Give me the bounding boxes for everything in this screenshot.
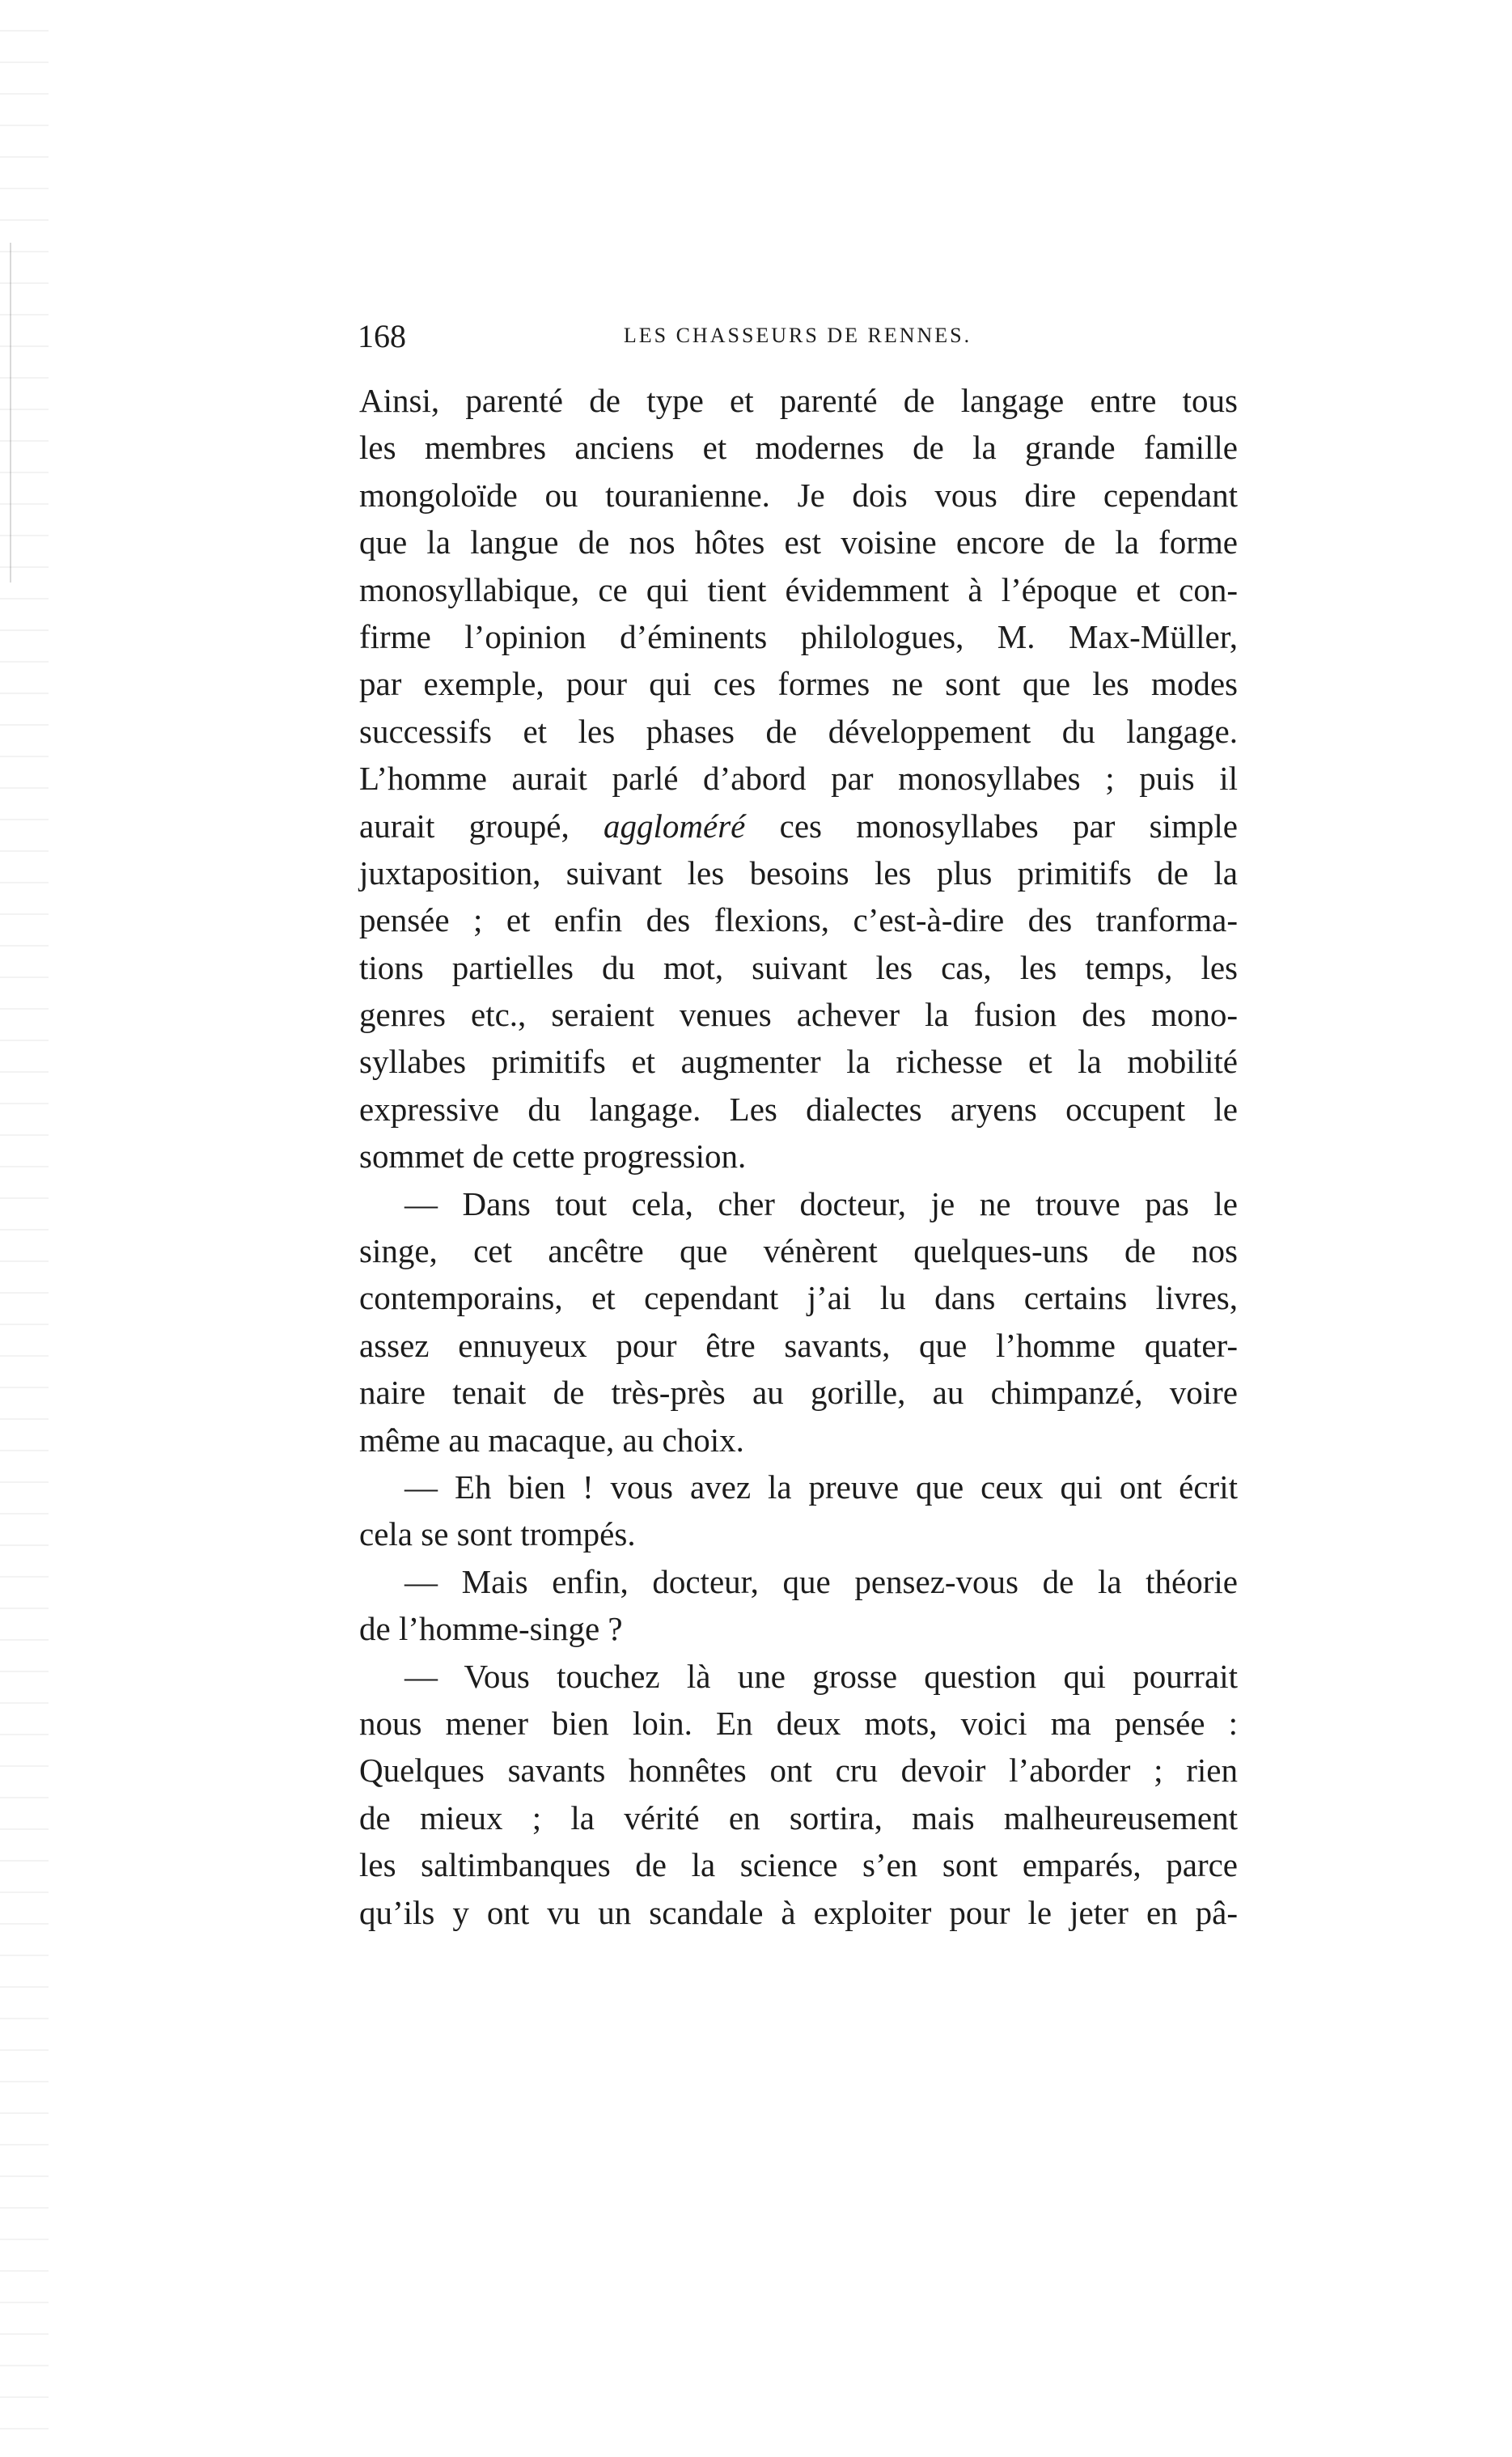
text-line: les saltimbanques de la science s’en sont emparés, parce	[359, 1846, 1238, 1884]
page-number: 168	[358, 318, 406, 354]
text-line: Quelques savants honnêtes ont cru devoir l’aborder ; rien	[359, 1752, 1238, 1790]
text-line: les membres anciens et modernes de la grande famille	[359, 429, 1238, 467]
text-line: — Mais enfin, docteur, que pensez-vous de la théorie	[404, 1562, 1238, 1600]
text-line: Ainsi, parenté de type et parenté de langage entre tous	[359, 382, 1238, 419]
text-line: — Vous touchez là une grosse question qui pourrait	[404, 1657, 1238, 1695]
text-segment: aurait groupé,	[359, 807, 604, 845]
text-line: pensée ; et enfin des flexions, c’est-à-dire des tranforma-	[359, 901, 1238, 939]
scan-margin-artifact	[0, 0, 49, 2457]
text-line: singe, cet ancêtre que vénèrent quelques-uns de nos	[359, 1232, 1238, 1270]
text-line: nous mener bien loin. En deux mots, voici ma pensée :	[359, 1704, 1238, 1742]
text-segment: ces monosyllabes par simple	[745, 807, 1238, 845]
text-line: sommet de cette progression.	[359, 1137, 747, 1176]
text-line: — Eh bien ! vous avez la preuve que ceux qui ont écrit	[404, 1468, 1238, 1506]
text-line: cela se sont trompés.	[359, 1515, 636, 1553]
text-line: qu’ils y ont vu un scandale à exploiter pour le jeter en pâ-	[359, 1893, 1238, 1931]
italic-word: aggloméré	[604, 807, 746, 845]
text-line: de l’homme-singe ?	[359, 1610, 623, 1648]
text-line: que la langue de nos hôtes est voisine encore de la forme	[359, 523, 1238, 561]
text-line: monosyllabique, ce qui tient évidemment à l’époque et con-	[359, 570, 1238, 608]
text-line	[359, 803, 1238, 849]
text-line: L’homme aurait parlé d’abord par monosyllabes ; puis il	[359, 760, 1238, 798]
text-line: genres etc., seraient venues achever la fusion des mono-	[359, 996, 1238, 1034]
text-line: firme l’opinion d’éminents philologues, M. Max-Müller,	[359, 617, 1238, 655]
body-text	[359, 377, 1238, 1936]
text-line: même au macaque, au choix.	[359, 1421, 744, 1459]
text-line: successifs et les phases de développement du langage.	[359, 712, 1238, 750]
text-line: juxtaposition, suivant les besoins les plus primitifs de la	[359, 854, 1238, 892]
text-line: expressive du langage. Les dialectes aryens occupent le	[359, 1090, 1238, 1128]
text-line: tions partielles du mot, suivant les cas, les temps, les	[359, 948, 1238, 986]
text-line: contemporains, et cependant j’ai lu dans certains livres,	[359, 1279, 1238, 1317]
text-line: syllabes primitifs et augmenter la richesse et la mobilité	[359, 1043, 1238, 1081]
running-title: LES CHASSEURS DE RENNES.	[623, 324, 972, 347]
text-line: assez ennuyeux pour être savants, que l’homme quater-	[359, 1326, 1238, 1364]
text-line: — Dans tout cela, cher docteur, je ne trouve pas le	[404, 1184, 1238, 1222]
text-line: mongoloïde ou touranienne. Je dois vous dire cependant	[359, 476, 1238, 514]
text-line: naire tenait de très-près au gorille, au chimpanzé, voire	[359, 1374, 1238, 1412]
text-line: par exemple, pour qui ces formes ne sont que les modes	[359, 665, 1238, 703]
text-line: de mieux ; la vérité en sortira, mais malheureusement	[359, 1798, 1238, 1836]
